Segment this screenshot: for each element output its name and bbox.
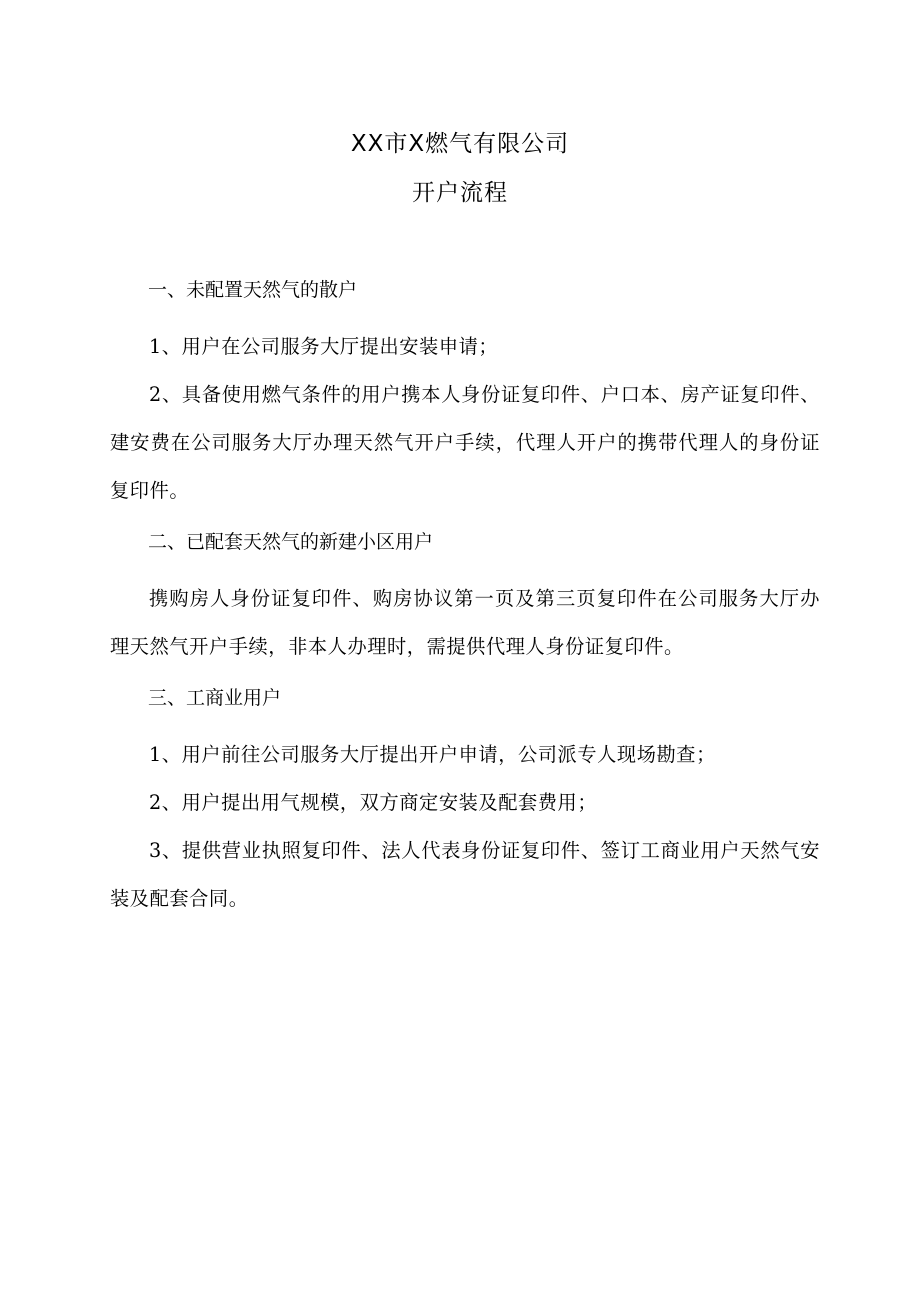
document-title: 开户流程: [412, 180, 508, 206]
section-3-paragraph-2: 2、用户提出用气规模，双方商定安装及配套费用；: [149, 791, 598, 814]
section-2-paragraph-1: 携购房人身份证复印件、购房协议第一页及第三页复印件在公司服务大厅办理天然气开户手续，非本人办理时，需提供代理人身份证复印件。: [110, 587, 820, 658]
section-heading-2: 二、已配套天然气的新建小区用户: [148, 531, 434, 553]
section-3-paragraph-1: 1、用户前往公司服务大厅提出开户申请，公司派专人现场勘查；: [149, 743, 716, 766]
section-heading-3: 三、工商业用户: [148, 687, 282, 709]
company-title: XX市X燃气有限公司: [350, 131, 570, 157]
section-1-paragraph-2: 2、具备使用燃气条件的用户携本人身份证复印件、户口本、房产证复印件、建安费在公司服务大厅办理天然气开户手续，代理人开户的携带代理人的身份证复印件。: [110, 383, 820, 502]
section-1-paragraph-1: 1、用户在公司服务大厅提出安装申请；: [149, 335, 499, 358]
document-body: [110, 275, 820, 923]
section-heading-1: 一、未配置天然气的散户: [148, 279, 358, 301]
section-3-paragraph-3: 3、提供营业执照复印件、法人代表身份证复印件、签订工商业用户天然气安装及配套合同。: [110, 839, 820, 910]
